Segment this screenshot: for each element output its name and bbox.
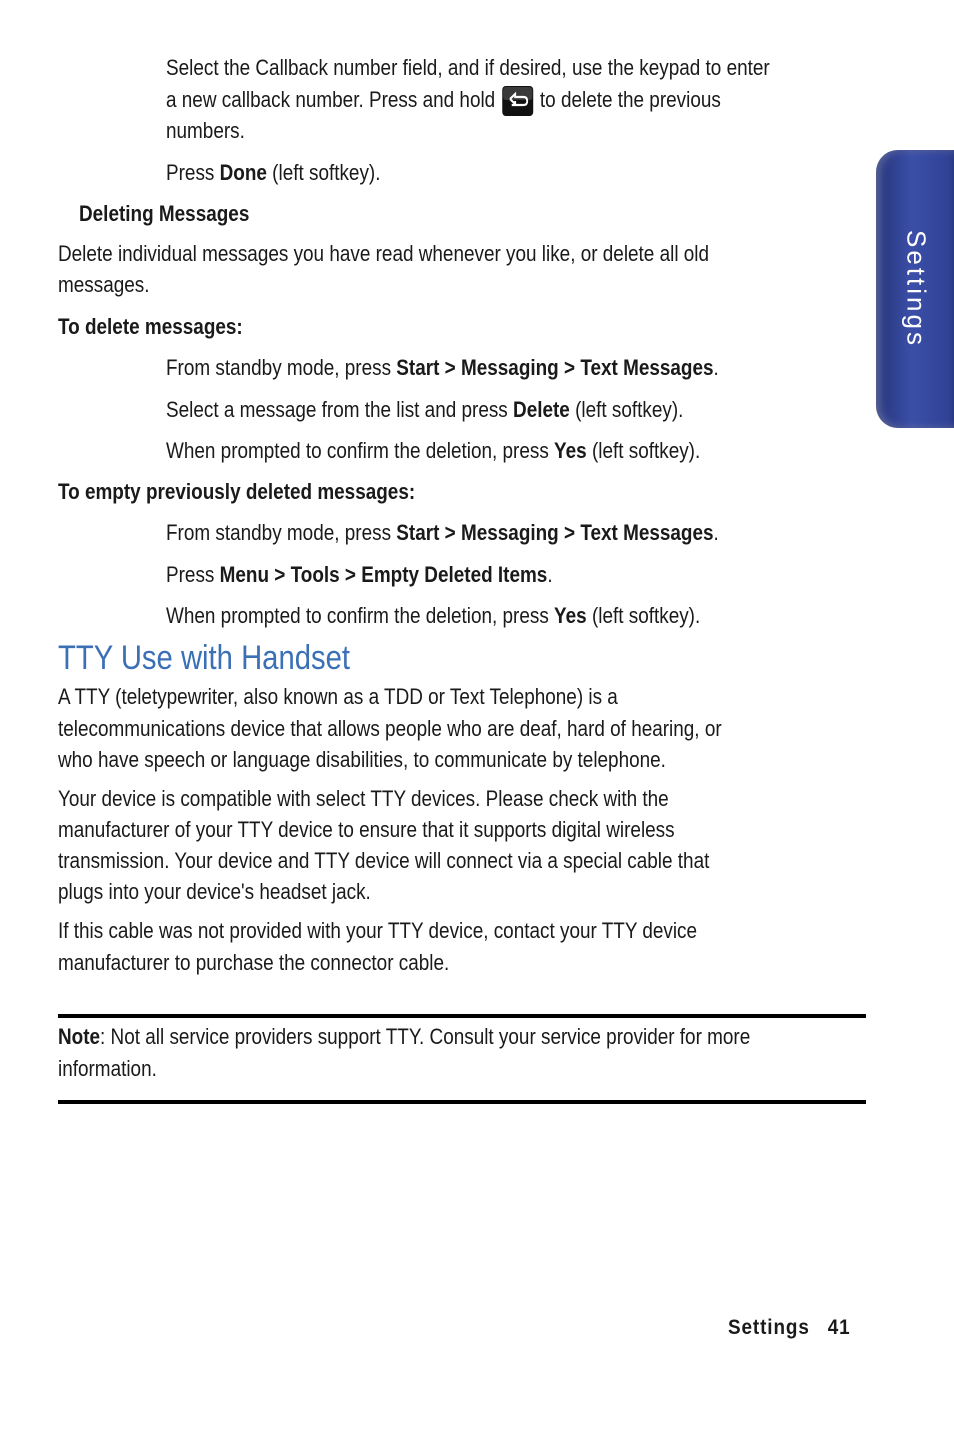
page-footer — [728, 1314, 851, 1342]
note-bottom-rule — [58, 1100, 866, 1104]
tty-p3-line: If this cable was not provided with your TTY device, contact your TTY device — [58, 918, 698, 943]
page-number: 41 — [827, 1316, 851, 1339]
done-step: Press Done (left softkey). — [166, 160, 381, 185]
delete-messages-heading: To delete messages: — [58, 314, 243, 339]
note-label: Note — [58, 1024, 101, 1049]
empty-deleted-heading: To empty previously deleted messages: — [58, 479, 416, 504]
delete-step-2: Select a message from the list and press Delete (left softkey). — [166, 397, 684, 422]
tty-p2-line: Your device is compatible with select TTY devices. Please check with the — [58, 786, 669, 811]
deleting-intro-line2: messages. — [58, 272, 150, 297]
empty-step-1: From standby mode, press Start > Messaging > Text Messages. — [166, 520, 719, 545]
footer-section: Settings — [728, 1316, 810, 1339]
callback-step-line2-after: to delete the previous — [539, 87, 721, 112]
deleting-intro-line1: Delete individual messages you have read whenever you like, or delete all old — [58, 241, 710, 266]
tty-p1-line: A TTY (teletypewriter, also known as a TDD or Text Telephone) is a — [58, 684, 618, 709]
delete-step-3: When prompted to confirm the deletion, press Yes (left softkey). — [166, 438, 701, 463]
note-line2: information. — [58, 1056, 157, 1081]
tty-p2-line: transmission. Your device and TTY device will connect via a special cable that — [58, 848, 710, 873]
delete-step-1: From standby mode, press Start > Messaging > Text Messages. — [166, 355, 719, 380]
tty-p3-line: manufacturer to purchase the connector cable. — [58, 950, 450, 975]
empty-step-3: When prompted to confirm the deletion, press Yes (left softkey). — [166, 603, 701, 628]
tty-p1-line: who have speech or language disabilities, to communicate by telephone. — [58, 747, 666, 772]
note-top-rule — [58, 1014, 866, 1018]
callback-step-line2-before: a new callback number. Press and hold — [166, 87, 496, 112]
done-softkey-label: Done — [219, 160, 267, 185]
settings-side-tab — [876, 150, 954, 428]
tty-section-title: TTY Use with Handset — [58, 639, 350, 677]
callback-step-line2 — [166, 84, 721, 118]
callback-step-line1: Select the Callback number field, and if desired, use the keypad to enter — [166, 55, 770, 80]
empty-step-2: Press Menu > Tools > Empty Deleted Items. — [166, 562, 553, 587]
tty-p2-line: plugs into your device's headset jack. — [58, 879, 371, 904]
deleting-messages-heading: Deleting Messages — [79, 201, 250, 226]
callback-step-line3: numbers. — [166, 118, 245, 143]
back-key-icon — [500, 84, 534, 118]
note-line1: Note: Not all service providers support TTY. Consult your service provider for more — [58, 1024, 751, 1049]
tty-p1-line: telecommunications device that allows people who are deaf, hard of hearing, or — [58, 716, 722, 741]
settings-side-tab-label: Settings — [901, 230, 932, 348]
tty-p2-line: manufacturer of your TTY device to ensure that it supports digital wireless — [58, 817, 675, 842]
